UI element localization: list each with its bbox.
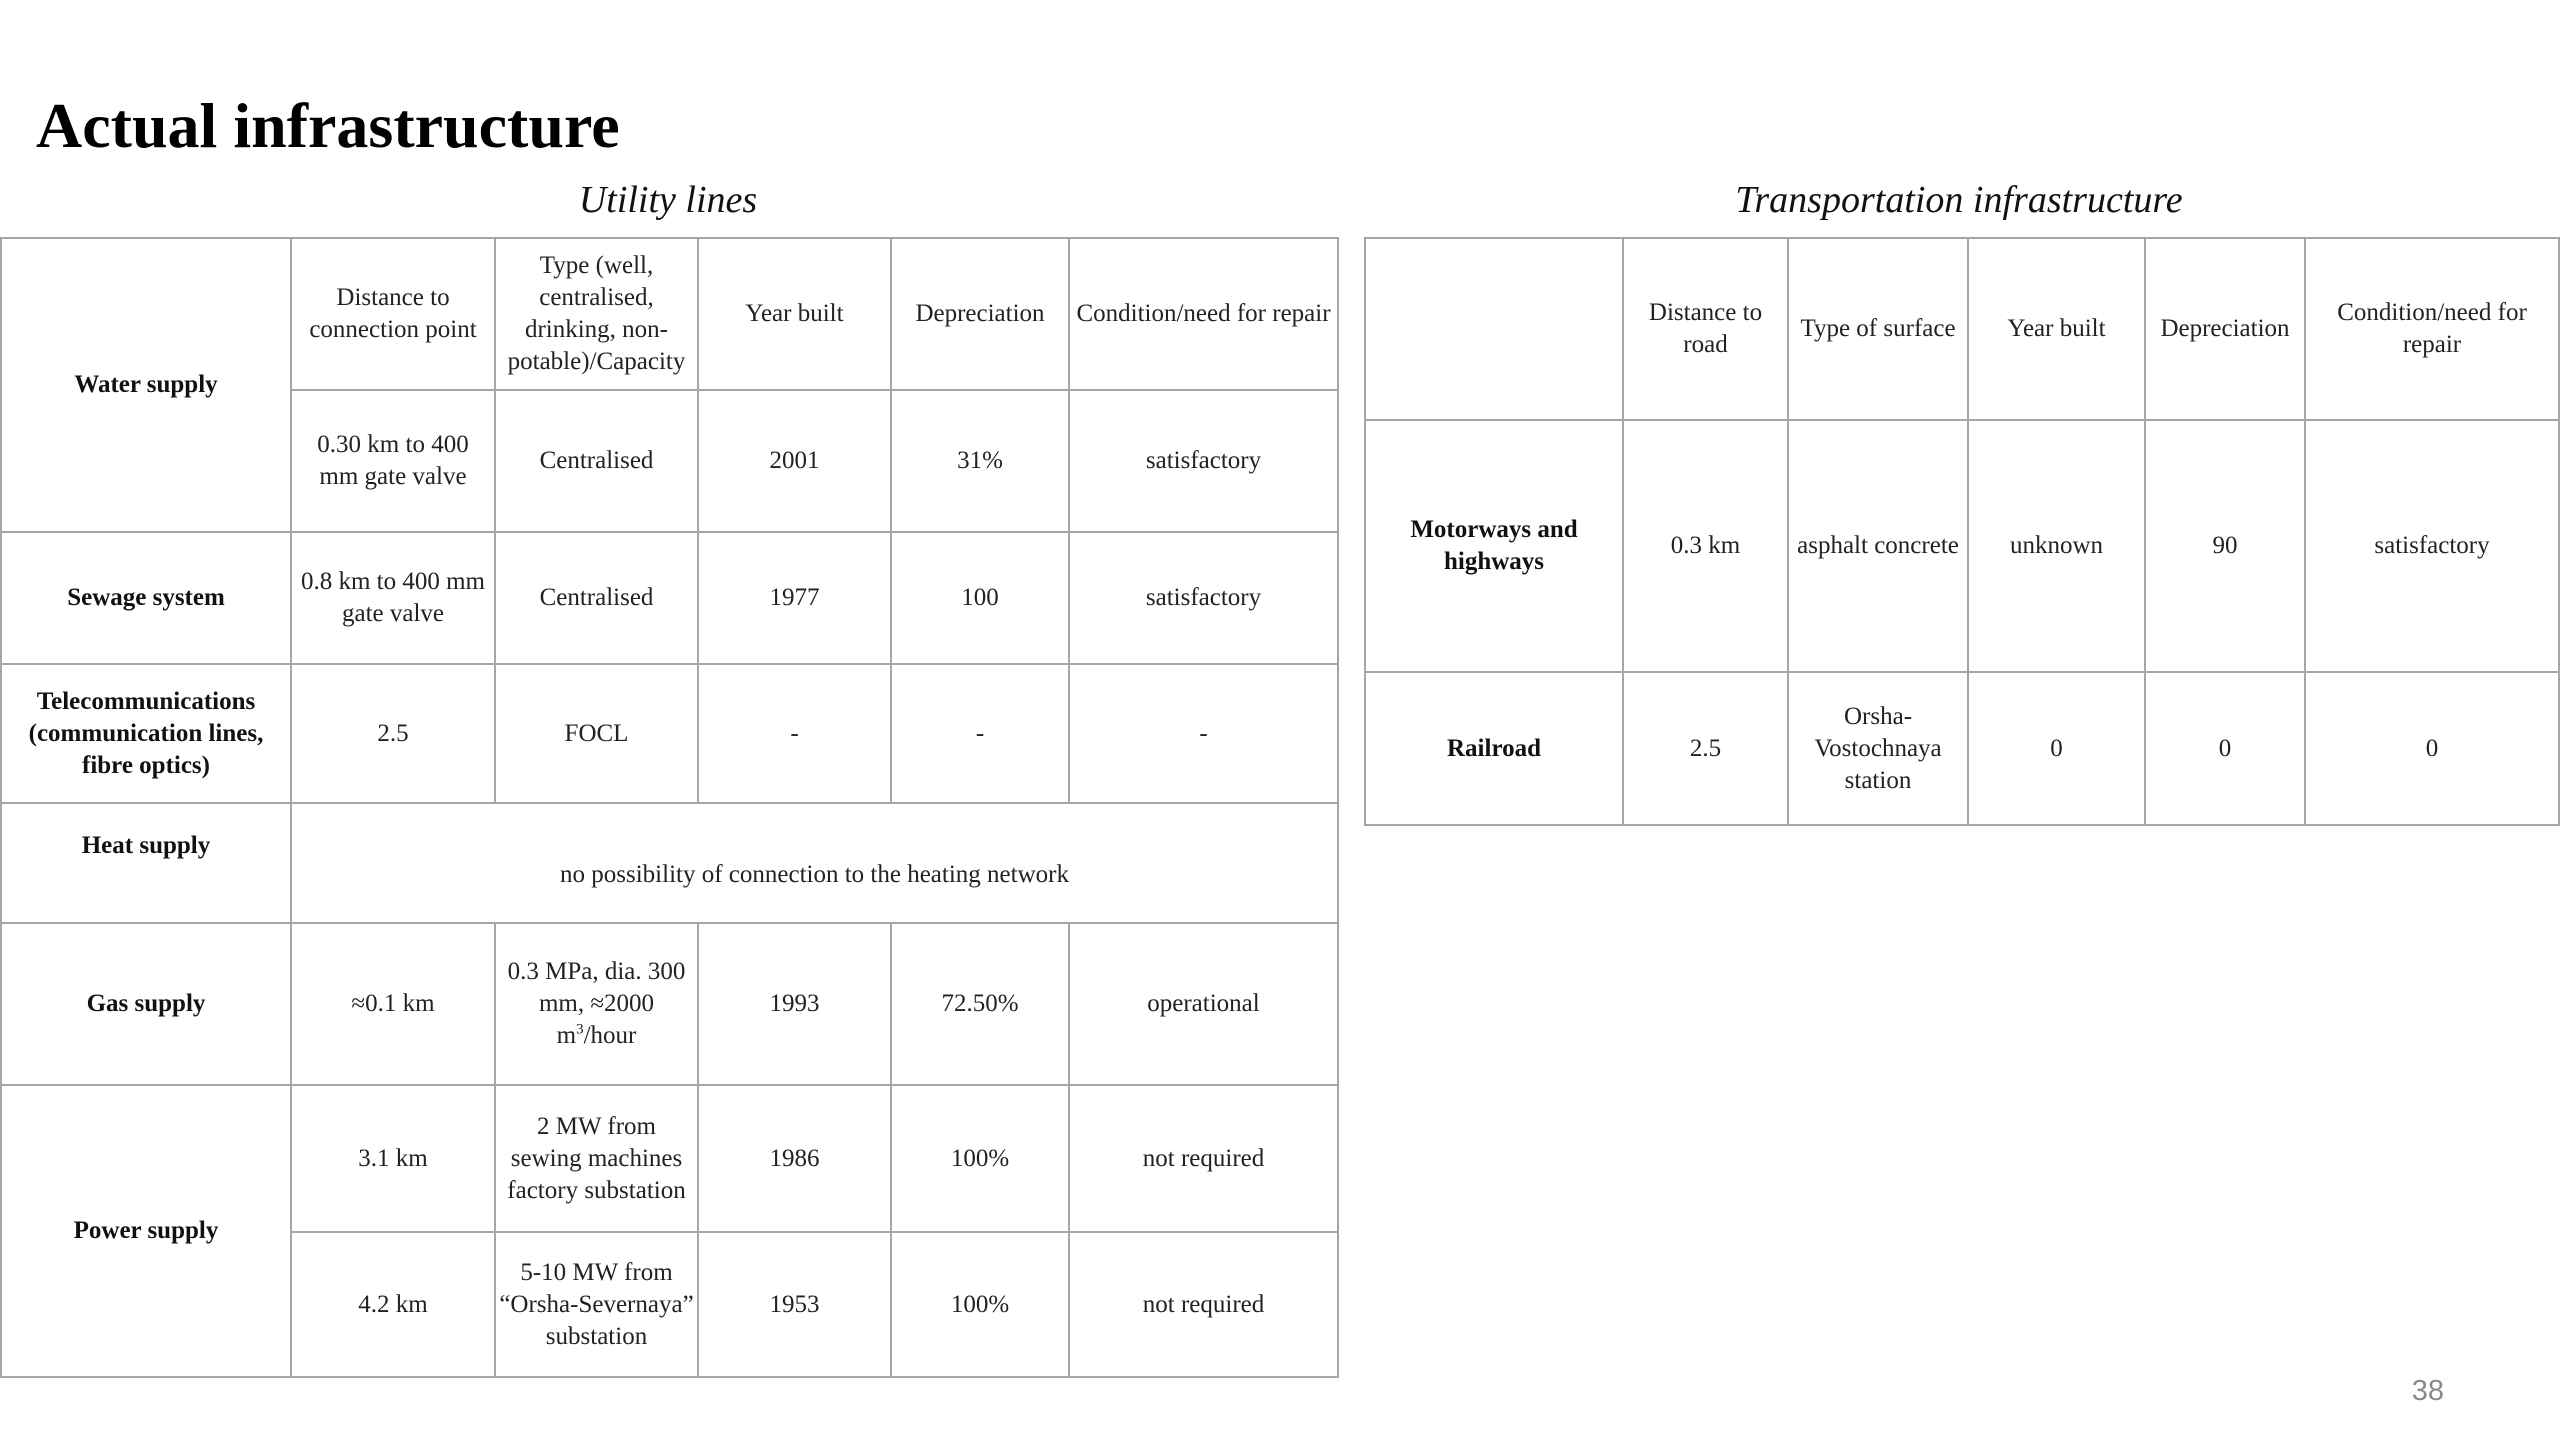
row-header-gas-supply: Gas supply bbox=[1, 923, 291, 1085]
table-cell: 31% bbox=[891, 390, 1069, 532]
table-cell: 4.2 km bbox=[291, 1232, 495, 1377]
row-header-power-supply: Power supply bbox=[1, 1085, 291, 1377]
table-row bbox=[1365, 420, 2559, 672]
table-row bbox=[1, 1085, 1338, 1232]
utility-lines-table bbox=[0, 237, 1339, 1378]
table-row bbox=[1, 803, 1338, 923]
table-cell: 2001 bbox=[698, 390, 891, 532]
table-cell: 0.8 km to 400 mm gate valve bbox=[291, 532, 495, 664]
table-row bbox=[1365, 238, 2559, 420]
table-cell: 1993 bbox=[698, 923, 891, 1085]
table-cell: 100 bbox=[891, 532, 1069, 664]
heat-supply-note: no possibility of connection to the heating network bbox=[291, 803, 1338, 923]
table-row bbox=[1, 238, 1338, 390]
empty-corner-cell bbox=[1365, 238, 1623, 420]
table-row bbox=[1, 923, 1338, 1085]
table-cell: - bbox=[891, 664, 1069, 803]
column-header-depreciation: Depreciation bbox=[2145, 238, 2305, 420]
column-header-year: Year built bbox=[1968, 238, 2145, 420]
table-cell: 0 bbox=[2305, 672, 2559, 825]
table-cell bbox=[495, 923, 698, 1085]
column-header-distance: Distance to connection point bbox=[291, 238, 495, 390]
column-header-type: Type (well, centralised, drinking, non-potable)/Capacity bbox=[495, 238, 698, 390]
gas-type-suffix: /hour bbox=[583, 1022, 637, 1049]
table-cell: - bbox=[1069, 664, 1338, 803]
utility-lines-caption: Utility lines bbox=[578, 179, 758, 221]
table-cell: 2.5 bbox=[291, 664, 495, 803]
table-row bbox=[1, 532, 1338, 664]
cubic-superscript: 3 bbox=[576, 1021, 584, 1038]
column-header-year: Year built bbox=[698, 238, 891, 390]
table-cell: operational bbox=[1069, 923, 1338, 1085]
table-cell: 0.3 km bbox=[1623, 420, 1788, 672]
table-cell: asphalt concrete bbox=[1788, 420, 1968, 672]
column-header-depreciation: Depreciation bbox=[891, 238, 1069, 390]
page-number: 38 bbox=[2411, 1375, 2444, 1407]
transportation-caption: Transportation infrastructure bbox=[1735, 179, 2183, 221]
column-header-condition: Condition/need for repair bbox=[2305, 238, 2559, 420]
slide-title: Actual infrastructure bbox=[36, 90, 620, 161]
table-cell: 1986 bbox=[698, 1085, 891, 1232]
table-cell: 5-10 MW from “Orsha-Severnaya” substation bbox=[495, 1232, 698, 1377]
row-header-water-supply: Water supply bbox=[1, 238, 291, 532]
column-header-distance: Distance to road bbox=[1623, 238, 1788, 420]
transportation-table bbox=[1364, 237, 2560, 826]
row-header-railroad: Railroad bbox=[1365, 672, 1623, 825]
row-header-heat-supply: Heat supply bbox=[1, 803, 291, 923]
table-cell: - bbox=[698, 664, 891, 803]
table-cell: unknown bbox=[1968, 420, 2145, 672]
table-cell: not required bbox=[1069, 1085, 1338, 1232]
table-cell: satisfactory bbox=[2305, 420, 2559, 672]
table-cell: 1953 bbox=[698, 1232, 891, 1377]
table-cell: 3.1 km bbox=[291, 1085, 495, 1232]
table-row bbox=[1365, 672, 2559, 825]
table-row bbox=[1, 664, 1338, 803]
table-cell: 72.50% bbox=[891, 923, 1069, 1085]
column-header-condition: Condition/need for repair bbox=[1069, 238, 1338, 390]
table-cell: satisfactory bbox=[1069, 532, 1338, 664]
table-cell: satisfactory bbox=[1069, 390, 1338, 532]
column-header-surface: Type of surface bbox=[1788, 238, 1968, 420]
table-cell: 0 bbox=[1968, 672, 2145, 825]
table-cell: Centralised bbox=[495, 532, 698, 664]
table-cell: ≈0.1 km bbox=[291, 923, 495, 1085]
row-header-telecommunications: Telecommunications (communication lines, fibre optics) bbox=[1, 664, 291, 803]
table-cell: 0 bbox=[2145, 672, 2305, 825]
table-cell: 100% bbox=[891, 1085, 1069, 1232]
table-cell: 0.30 km to 400 mm gate valve bbox=[291, 390, 495, 532]
table-cell: Orsha-Vostochnaya station bbox=[1788, 672, 1968, 825]
table-cell: 2.5 bbox=[1623, 672, 1788, 825]
table-cell: 100% bbox=[891, 1232, 1069, 1377]
table-cell: not required bbox=[1069, 1232, 1338, 1377]
row-header-sewage-system: Sewage system bbox=[1, 532, 291, 664]
table-cell: Centralised bbox=[495, 390, 698, 532]
gas-type-text: 0.3 MPa, dia. 300 mm, ≈2000 m bbox=[507, 958, 686, 1049]
table-cell: 1977 bbox=[698, 532, 891, 664]
row-header-motorways: Motorways and highways bbox=[1365, 420, 1623, 672]
table-cell: 90 bbox=[2145, 420, 2305, 672]
table-cell: FOCL bbox=[495, 664, 698, 803]
table-cell: 2 MW from sewing machines factory substation bbox=[495, 1085, 698, 1232]
